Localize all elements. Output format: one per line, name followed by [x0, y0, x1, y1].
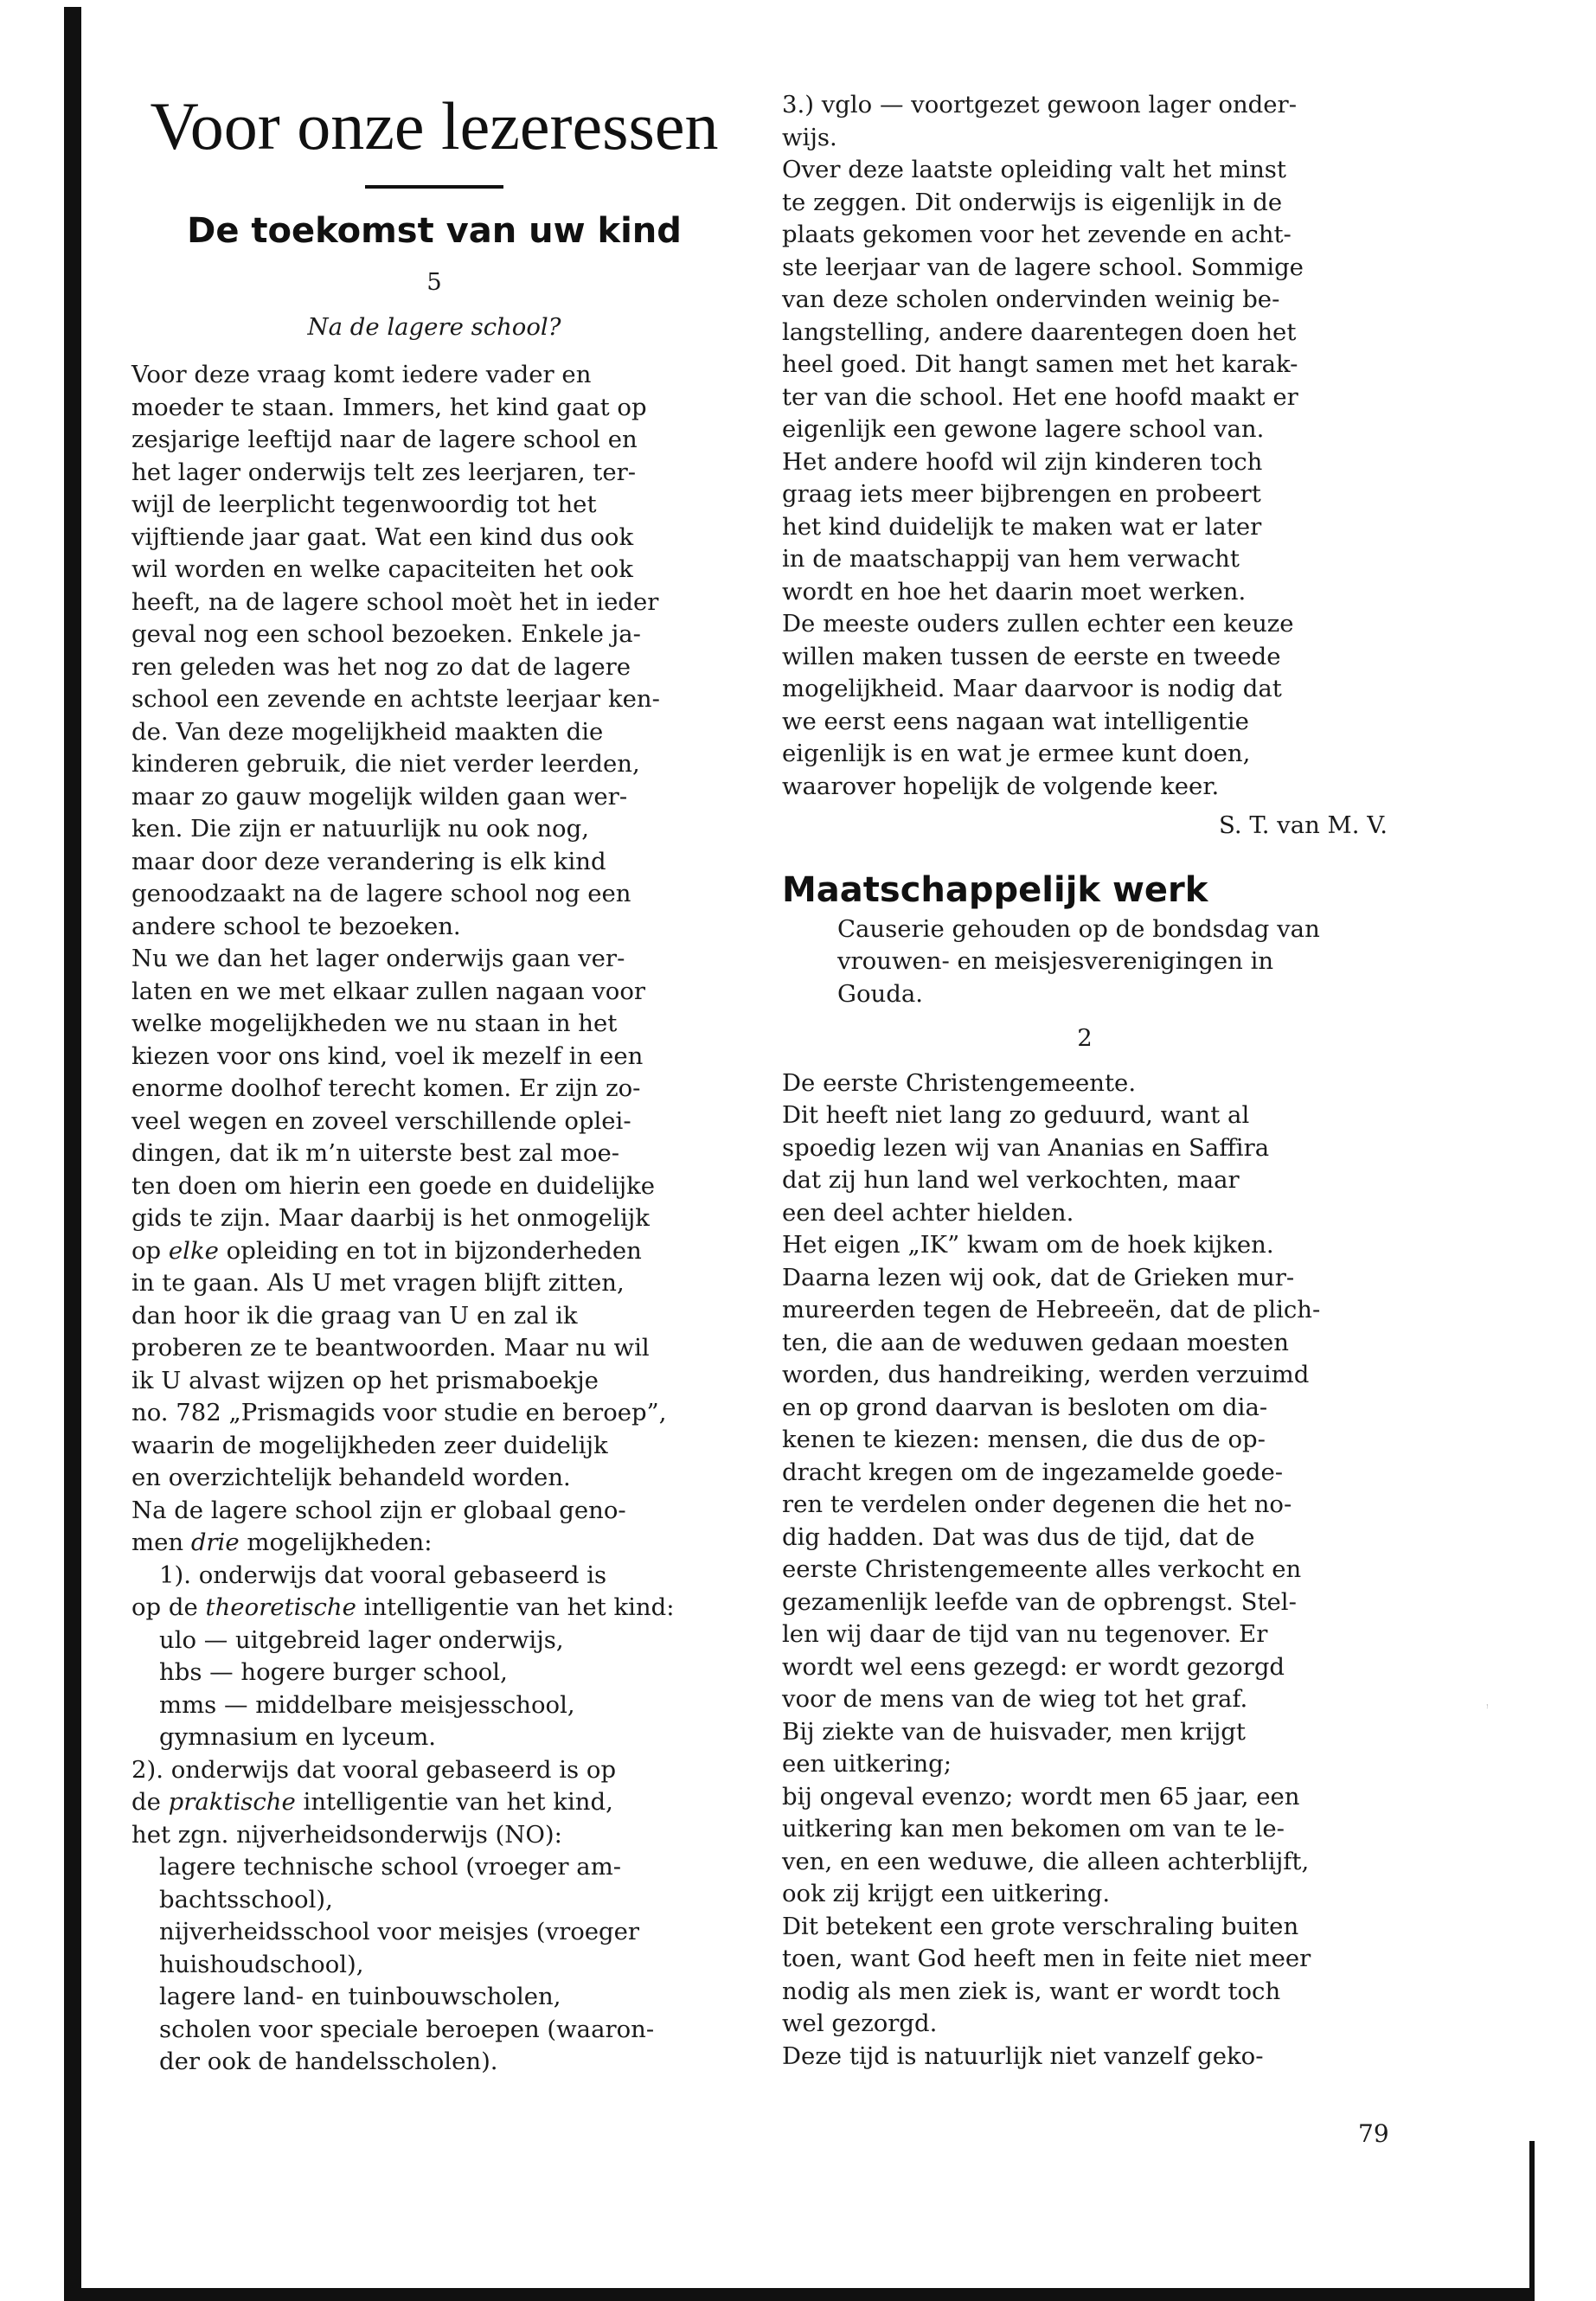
text-line: graag iets meer bijbrengen en probeert: [782, 480, 1261, 508]
text-line: nijverheidsschool voor meisjes (vroeger: [159, 1918, 640, 1945]
text-line: wijl de leerplicht tegenwoordig tot het: [131, 490, 597, 518]
list-item: [782, 89, 1388, 154]
text-line: heel goed. Dit hangt samen met het karak-: [782, 350, 1298, 378]
text-line: wordt wel eens gezegd: er wordt gezorgd: [782, 1652, 1285, 1681]
text-span: men: [131, 1529, 191, 1556]
text-line: school een zevende en achtste leerjaar ken-: [131, 685, 660, 713]
text-line: enorme doolhof terecht komen. Er zijn zo-: [131, 1074, 641, 1102]
text-line: ken. Die zijn er natuurlijk nu ook nog,: [131, 815, 589, 843]
text-line: wordt en hoe het daarin moet werken.: [782, 577, 1247, 606]
scan-bottom-border: [81, 2288, 1535, 2301]
text-line: Nu we dan het lager onderwijs gaan ver-: [131, 945, 625, 972]
article-title: Maatschappelijk werk: [782, 869, 1208, 910]
text-line: mogelijkheid. Maar daarvoor is nodig dat: [782, 675, 1282, 702]
article-intro: [782, 913, 1388, 1011]
text-line: [131, 1786, 737, 1819]
text-line: ik U alvast wijzen op het prismaboekje: [131, 1366, 599, 1394]
text-line: kinderen gebruik, die niet verder leerden,: [131, 750, 640, 778]
text-line: waarover hopelijk de volgende keer.: [782, 772, 1220, 800]
text-line: in te gaan. Als U met vragen blijft zitten,: [131, 1269, 625, 1297]
text-line: gids te zijn. Maar daarbij is het onmogelijk: [131, 1204, 650, 1232]
title-rule: [365, 185, 503, 189]
paragraph: [131, 1495, 737, 1560]
text-line: [131, 1527, 737, 1560]
paragraph: [782, 1781, 1388, 1911]
text-line: dat zij hun land wel verkochten, maar: [782, 1166, 1240, 1194]
text-line: vrouwen- en meisjesverenigingen in: [837, 947, 1274, 975]
text-line: [131, 1592, 737, 1625]
article-part-number: 5: [426, 268, 442, 296]
text-line: bachtsschool),: [159, 1885, 333, 1913]
text-line: ven, en een weduwe, die alleen achterblijft,: [782, 1847, 1310, 1875]
text-line: mureerden tegen de Hebreeën, dat de plich-: [782, 1296, 1321, 1324]
text-line: dracht kregen om de ingezamelde goede-: [782, 1458, 1284, 1486]
text-line: kenen te kiezen: mensen, die dus de op-: [782, 1426, 1266, 1453]
text-line: moeder te staan. Immers, het kind gaat op: [131, 393, 647, 421]
article-title: De toekomst van uw kind: [187, 211, 682, 251]
text-line: dingen, dat ik m’n uiterste best zal moe-: [131, 1139, 620, 1167]
text-line: de. Van deze mogelijkheid maakten die: [131, 717, 604, 746]
text-line: hbs — hogere burger school,: [159, 1658, 508, 1686]
text-line: Deze tijd is natuurlijk niet vanzelf geko-: [782, 2041, 1264, 2070]
text-span: intelligentie van het kind:: [356, 1593, 675, 1621]
text-span: mogelijkheden:: [239, 1529, 433, 1556]
text-line: Dit heeft niet lang zo geduurd, want al: [782, 1101, 1250, 1129]
text-line: dig hadden. Dat was dus de tijd, dat de: [782, 1522, 1255, 1551]
text-line: gymnasium en lyceum.: [159, 1723, 437, 1751]
text-line: proberen ze te beantwoorden. Maar nu wil: [131, 1334, 650, 1362]
text-line: ren te verdelen onder degenen die het no-: [782, 1490, 1292, 1518]
text-line: Causerie gehouden op de bondsdag van: [837, 914, 1320, 943]
text-span: op: [131, 1236, 169, 1265]
text-line: welke mogelijkheden we nu staan in het: [131, 1009, 618, 1037]
text-line: andere school te bezoeken.: [131, 912, 461, 940]
text-line: waarin de mogelijkheden zeer duidelijk: [131, 1431, 608, 1459]
text-line: 1). onderwijs dat vooral gebaseerd is: [159, 1561, 607, 1589]
text-line: laten en we met elkaar zullen nagaan voor: [131, 977, 646, 1005]
text-line: heeft, na de lagere school moèt het in ieder: [131, 587, 659, 616]
text-line: veel wegen en zoveel verschillende oplei-: [131, 1106, 631, 1135]
text-line: lagere technische school (vroeger am-: [159, 1853, 622, 1881]
text-line: kiezen voor ons kind, voel ik mezelf in een: [131, 1042, 644, 1070]
article-part-number: 2: [1077, 1024, 1093, 1052]
text-line: 2). onderwijs dat vooral gebaseerd is op: [131, 1755, 617, 1784]
text-line: gezamenlijk leefde van de opbrengst. Stel-: [782, 1587, 1297, 1616]
text-line: worden, dus handreiking, werden verzuimd: [782, 1361, 1310, 1388]
text-line: dan hoor ik die graag van U en zal ik: [131, 1301, 578, 1330]
text-line: eerste Christengemeente alles verkocht en: [782, 1555, 1302, 1583]
scan-right-edge-mark: [1529, 2141, 1535, 2301]
paragraph: [782, 1911, 1388, 2041]
text-line: het zgn. nijverheidsonderwijs (NO):: [131, 1820, 562, 1849]
paragraph: [782, 1716, 1388, 1781]
text-line: ulo — uitgebreid lager onderwijs,: [159, 1625, 564, 1654]
emphasis: theoretische: [205, 1593, 356, 1621]
text-line: ter van die school. Het ene hoofd maakt er: [782, 382, 1298, 411]
text-line: genoodzaakt na de lagere school nog een: [131, 880, 631, 907]
scan-left-border: [64, 7, 81, 2301]
list-item: [131, 1560, 737, 1754]
text-line: nodig als men ziek is, want er wordt toch: [782, 1977, 1281, 2005]
text-span: de: [131, 1788, 169, 1816]
text-line: en op grond daarvan is besloten om dia-: [782, 1393, 1268, 1421]
text-line: en overzichtelijk behandeld worden.: [131, 1464, 571, 1491]
paragraph: [782, 608, 1388, 803]
text-line: geval nog een school bezoeken. Enkele ja-: [131, 620, 641, 648]
paragraph: [782, 2041, 1388, 2073]
emphasis: elke: [168, 1236, 219, 1265]
text-line: het lager onderwijs telt zes leerjaren, ter-: [131, 458, 637, 486]
text-line: Dit betekent een grote verschraling buiten: [782, 1912, 1299, 1940]
text-line: zesjarige leeftijd naar de lagere school en: [131, 426, 638, 453]
text-line: bij ongeval evenzo; wordt men 65 jaar, een: [782, 1782, 1300, 1811]
text-line: 3.) vglo — voortgezet gewoon lager onder-: [782, 91, 1297, 119]
text-line: een deel achter hielden.: [782, 1198, 1074, 1227]
text-line: len wij daar de tijd van nu tegenover. Er: [782, 1620, 1268, 1648]
text-line: voor de mens van de wieg tot het graf.: [782, 1685, 1248, 1713]
paragraph: [131, 359, 737, 943]
text-line: wel gezorgd.: [782, 2009, 938, 2037]
text-line: plaats gekomen voor het zevende en acht-: [782, 221, 1292, 248]
text-line: ten doen om hierin een goede en duidelijke: [131, 1171, 656, 1200]
paragraph: [782, 154, 1388, 608]
right-column: [782, 89, 1388, 2073]
left-column: [131, 87, 737, 2079]
text-line: ten, die aan de weduwen gedaan moesten: [782, 1328, 1289, 1356]
article-question: Na de lagere school?: [307, 312, 561, 341]
text-line: Na de lagere school zijn er globaal geno-: [131, 1496, 626, 1524]
text-line: toen, want God heeft men in feite niet meer: [782, 1945, 1311, 1972]
text-line: Voor deze vraag komt iedere vader en: [131, 361, 592, 388]
text-line: Gouda.: [837, 979, 923, 1008]
text-line: lagere land- en tuinbouwscholen,: [159, 1983, 561, 2010]
text-line: Bij ziekte van de huisvader, men krijgt: [782, 1717, 1246, 1746]
scan-speck: !: [1486, 1704, 1489, 1710]
text-line: der ook de handelsscholen).: [159, 2048, 498, 2075]
text-line: Over deze laatste opleiding valt het minst: [782, 156, 1286, 183]
text-line: De meeste ouders zullen echter een keuze: [782, 610, 1294, 638]
section-title: Voor onze lezeressen: [150, 88, 719, 163]
paragraph: [782, 1099, 1388, 1229]
text-line: De eerste Christengemeente.: [782, 1068, 1137, 1097]
text-line: uitkering kan men bekomen om van te le-: [782, 1815, 1285, 1843]
text-line: maar zo gauw mogelijk wilden gaan wer-: [131, 782, 628, 811]
text-line: [131, 1235, 737, 1268]
text-line: spoedig lezen wij van Ananias en Saffira: [782, 1133, 1270, 1162]
text-line: willen maken tussen de eerste en tweede: [782, 642, 1281, 670]
emphasis: praktische: [168, 1788, 296, 1816]
text-line: huishoudschool),: [159, 1950, 364, 1978]
text-line: no. 782 „Prismagids voor studie en beroep”,: [131, 1399, 667, 1426]
paragraph: [782, 1067, 1388, 1100]
text-line: scholen voor speciale beroepen (waaron-: [159, 2015, 655, 2043]
text-line: eigenlijk een gewone lagere school van.: [782, 415, 1265, 443]
text-line: ste leerjaar van de lagere school. Sommige: [782, 253, 1304, 281]
text-line: maar door deze verandering is elk kind: [131, 847, 606, 875]
text-line: vijftiende jaar gaat. Wat een kind dus ook: [131, 522, 634, 551]
text-line: het kind duidelijk te maken wat er later: [782, 512, 1262, 541]
text-line: mms — middelbare meisjesschool,: [159, 1690, 575, 1719]
text-line: in de maatschappij van hem verwacht: [782, 545, 1240, 573]
text-line: wijs.: [782, 123, 837, 151]
paragraph: [131, 943, 737, 1495]
text-line: Het andere hoofd wil zijn kinderen toch: [782, 447, 1263, 476]
text-line: Het eigen „IK” kwam om de hoek kijken.: [782, 1231, 1274, 1259]
list-item: [131, 1754, 737, 2079]
page-number: 79: [1358, 2119, 1389, 2148]
paragraph: [782, 1229, 1388, 1716]
text-line: wil worden en welke capaciteiten het ook: [131, 555, 633, 583]
text-line: eigenlijk is en wat je ermee kunt doen,: [782, 740, 1251, 767]
text-span: intelligentie van het kind,: [295, 1788, 613, 1816]
text-line: Daarna lezen wij ook, dat de Grieken mur-: [782, 1263, 1295, 1292]
author-signature: S. T. van M. V.: [1219, 811, 1388, 839]
text-line: ook zij krijgt een uitkering.: [782, 1880, 1111, 1907]
text-line: een uitkering;: [782, 1750, 952, 1778]
text-line: van deze scholen ondervinden weinig be-: [782, 285, 1280, 313]
text-span: op de: [131, 1593, 206, 1621]
text-line: langstelling, andere daarentegen doen het: [782, 317, 1297, 346]
emphasis: drie: [190, 1529, 240, 1556]
text-line: ren geleden was het nog zo dat de lagere: [131, 652, 631, 681]
text-line: we eerst eens nagaan wat intelligentie: [782, 707, 1249, 735]
text-line: te zeggen. Dit onderwijs is eigenlijk in de: [782, 188, 1283, 216]
text-span: opleiding en tot in bijzonderheden: [218, 1236, 642, 1265]
